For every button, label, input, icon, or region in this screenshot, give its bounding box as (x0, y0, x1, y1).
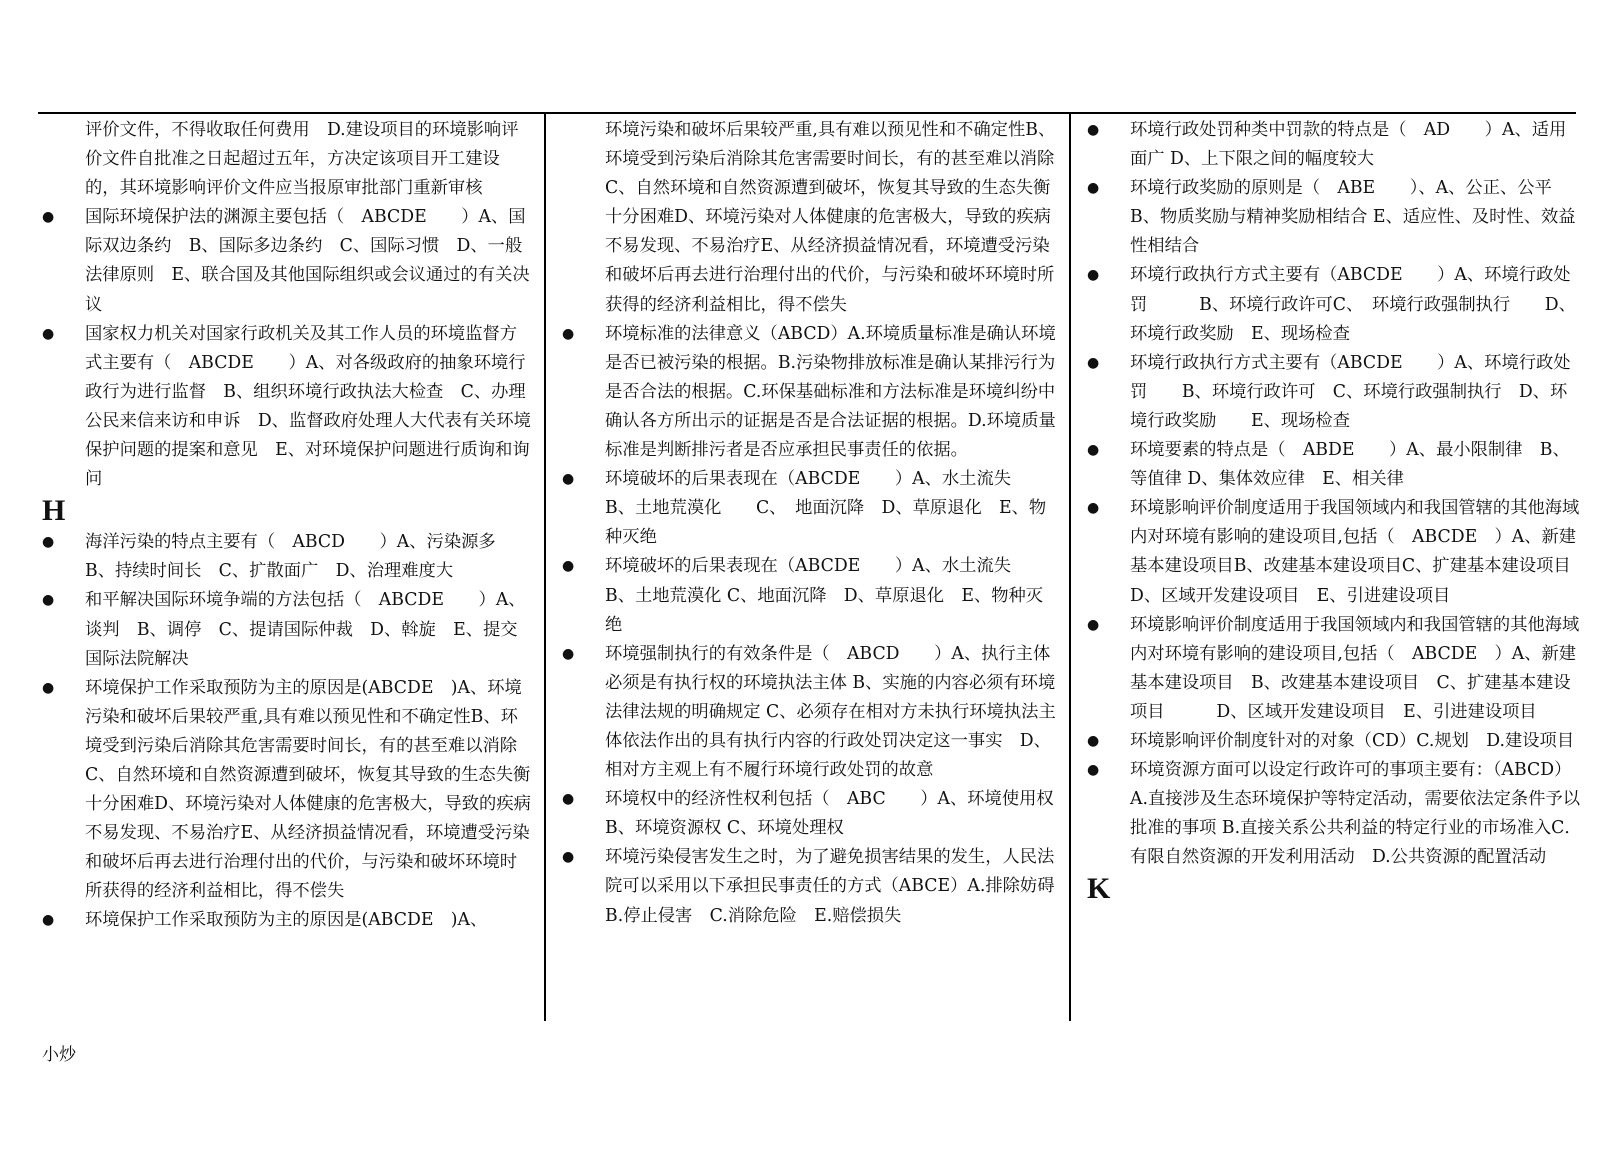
bullet-icon: ● (562, 849, 575, 866)
bullet-icon: ● (1087, 267, 1100, 284)
top-rule (38, 112, 1576, 114)
bullet-icon: ● (1087, 122, 1100, 138)
list-item: ● 环境影响评价制度适用于我国领域内和我国管辖的其他海域内对环境有影响的建设项目,包括（ ABCDE ）A、新建基本建设项目B、改建基本建设项目C、扩建基本建设项目 D、区域开发建设项目 E、引进建设项目 (1083, 494, 1583, 610)
continuation-text: 评价文件，不得收取任何费用 D.建设项目的环境影响评价文件自批准之日起超过五年，方决定该项目开工建设的，其环境影响评价文件应当报原审批部门重新审核 (85, 120, 519, 199)
list-item: ● 环境污染侵害发生之时，为了避免损害结果的发生，人民法院可以采用以下承担民事责任的方式（ABCE）A.排除妨碍 B.停止侵害 C.消除危险 E.赔偿损失 (558, 843, 1056, 930)
list-item: ● 环境行政执行方式主要有（ABCDE ）A、环境行政处罚 B、环境行政许可 C、环境行政强制执行 D、环境行政奖励 E、现场检查 (1083, 349, 1583, 436)
list-item: ● 环境保护工作采取预防为主的原因是(ABCDE )A、环境污染和破坏后果较严重,具有难以预见性和不确定性B、环境受到污染后消除其危害需要时间长，有的甚至难以消除C、自然环境和自然资源遭到破坏，恢复其导致的生态失衡十分困难D、环境污染对人体健康的危害极大，导致的疾病不易发现、不易治疗E、从经济损益情况看，环境遭受污染和破坏后再去进行治理付出的代价，与污染和破坏环境时所获得的经济利益相比，得不偿失 (38, 674, 532, 907)
section-letter: K (1087, 872, 1111, 906)
bullet-icon: ● (562, 645, 575, 662)
list-item: ● 环境标准的法律意义（ABCD）A.环境质量标准是确认环境是否已被污染的根据。B.污染物排放标准是确认某排污行为是否合法的根据。C.环保基础标准和方法标准是环境纠纷中确认各方所出示的证据是否是合法证据的根据。D.环境质量标准是判断排污者是否应承担民事责任的依据。 (558, 320, 1056, 465)
column-3 (1083, 116, 1588, 1022)
footer-text: 小炒 (42, 1045, 76, 1065)
list-item: ● 环境行政执行方式主要有（ABCDE ）A、环境行政处罚 B、环境行政许可C、 环境行政强制执行 D、环境行政奖励 E、现场检查 (1083, 261, 1583, 348)
list-item: ● 国家权力机关对国家行政机关及其工作人员的环境监督方式主要有（ ABCDE ）A、对各级政府的抽象环境行政行为进行监督 B、组织环境行政执法大检查 C、办理公民来信来访和申诉 D、监督政府处理人大代表有关环境保护问题的提案和意见 E、对环境保护问题进行质询和询问 (38, 320, 532, 495)
bullet-icon: ● (1087, 180, 1100, 197)
list-item: ● 环境保护工作采取预防为主的原因是(ABCDE )A、 (38, 906, 532, 935)
list-item: ● 和平解决国际环境争端的方法包括（ ABCDE ）A、谈判 B、调停 C、提请国际仲裁 D、斡旋 E、提交国际法院解决 (38, 586, 532, 673)
bullet-icon: ● (562, 471, 575, 488)
column-divider-2 (1069, 113, 1071, 1021)
bullet-icon: ● (562, 558, 575, 575)
list-item: ● 环境强制执行的有效条件是（ ABCD ）A、执行主体必须是有执行权的环境执法主体 B、实施的内容必须有环境法律法规的明确规定 C、必须存在相对方未执行环境执法主体依法作出的具有执行内容的行政处罚决定这一事实 D、相对方主观上有不履行环境行政处罚的故意 (558, 640, 1056, 785)
column-1 (38, 116, 532, 1022)
bullet-icon: ● (42, 912, 55, 929)
column-divider-1 (544, 113, 546, 1021)
bullet-icon: ● (42, 592, 55, 609)
bullet-icon: ● (1087, 616, 1100, 633)
list-item: ● 环境要素的特点是（ ABDE ）A、最小限制律 B、等值律 D、集体效应律 E、相关律 (1083, 436, 1583, 494)
list-item: ● 环境破坏的后果表现在（ABCDE ）A、水土流失 B、土地荒漠化 C、 地面沉降 D、草原退化 E、物种灭绝 (558, 465, 1056, 552)
bullet-icon: ● (42, 209, 55, 226)
bullet-icon: ● (42, 534, 55, 551)
list-item: ● 环境影响评价制度适用于我国领域内和我国管辖的其他海域内对环境有影响的建设项目,包括（ ABCDE ）A、新建基本建设项目 B、改建基本建设项目 C、扩建基本建设项目 D、区域开发建设项目 E、引进建设项目 (1083, 611, 1583, 727)
continuation-text: 环境污染和破坏后果较严重,具有难以预见性和不确定性B、环境受到污染后消除其危害需要时间长，有的甚至难以消除C、自然环境和自然资源遭到破坏，恢复其导致的生态失衡十分困难D、环境污染对人体健康的危害极大，导致的疾病不易发现、不易治疗E、从经济损益情况看，环境遭受污染和破坏后再去进行治理付出的代价，与污染和破坏环境时所获得的经济利益相比，得不偿失 (605, 120, 1056, 315)
bullet-icon: ● (562, 325, 575, 342)
bullet-icon: ● (562, 791, 575, 808)
list-item: ● 环境行政处罚种类中罚款的特点是（ AD ）A、适用面广 D、上下限之间的幅度较大 (1083, 116, 1583, 174)
list-item: ● 环境破坏的后果表现在（ABCDE ）A、水土流失 B、土地荒漠化 C、地面沉降 D、草原退化 E、物种灭绝 (558, 552, 1056, 639)
bullet-icon: ● (1087, 732, 1100, 749)
bullet-icon: ● (1087, 762, 1100, 779)
bullet-icon: ● (42, 679, 55, 696)
bullet-icon: ● (1087, 500, 1100, 517)
column-2 (558, 116, 1071, 1022)
list-item: ● 环境权中的经济性权利包括（ ABC ）A、环境使用权 B、环境资源权 C、环境处理权 (558, 785, 1056, 843)
list-item: ● 环境影响评价制度针对的对象（CD）C.规划 D.建设项目 (1083, 727, 1583, 756)
section-letter: H (42, 494, 66, 528)
list-item: ● 环境资源方面可以设定行政许可的事项主要有：（ABCD）A.直接涉及生态环境保护等特定活动，需要依法定条件予以批准的事项 B.直接关系公共利益的特定行业的市场准入C．有限自然资源的开发利用活动 D.公共资源的配置活动 (1083, 756, 1583, 872)
bullet-icon: ● (1087, 442, 1100, 459)
list-item: ● 国际环境保护法的渊源主要包括（ ABCDE ）A、国际双边条约 B、国际多边条约 C、国际习惯 D、一般法律原则 E、联合国及其他国际组织或会议通过的有关决议 (38, 203, 532, 319)
list-item: ● 环境行政奖励的原则是（ ABE ）、A、公正、公平 B、物质奖励与精神奖励相结合 E、适应性、及时性、效益性相结合 (1083, 174, 1583, 261)
bullet-icon: ● (1087, 354, 1100, 371)
bullet-icon: ● (42, 325, 55, 342)
list-item: ● 海洋污染的特点主要有（ ABCD ）A、污染源多 B、持续时间长 C、扩散面广 D、治理难度大 (38, 528, 532, 586)
